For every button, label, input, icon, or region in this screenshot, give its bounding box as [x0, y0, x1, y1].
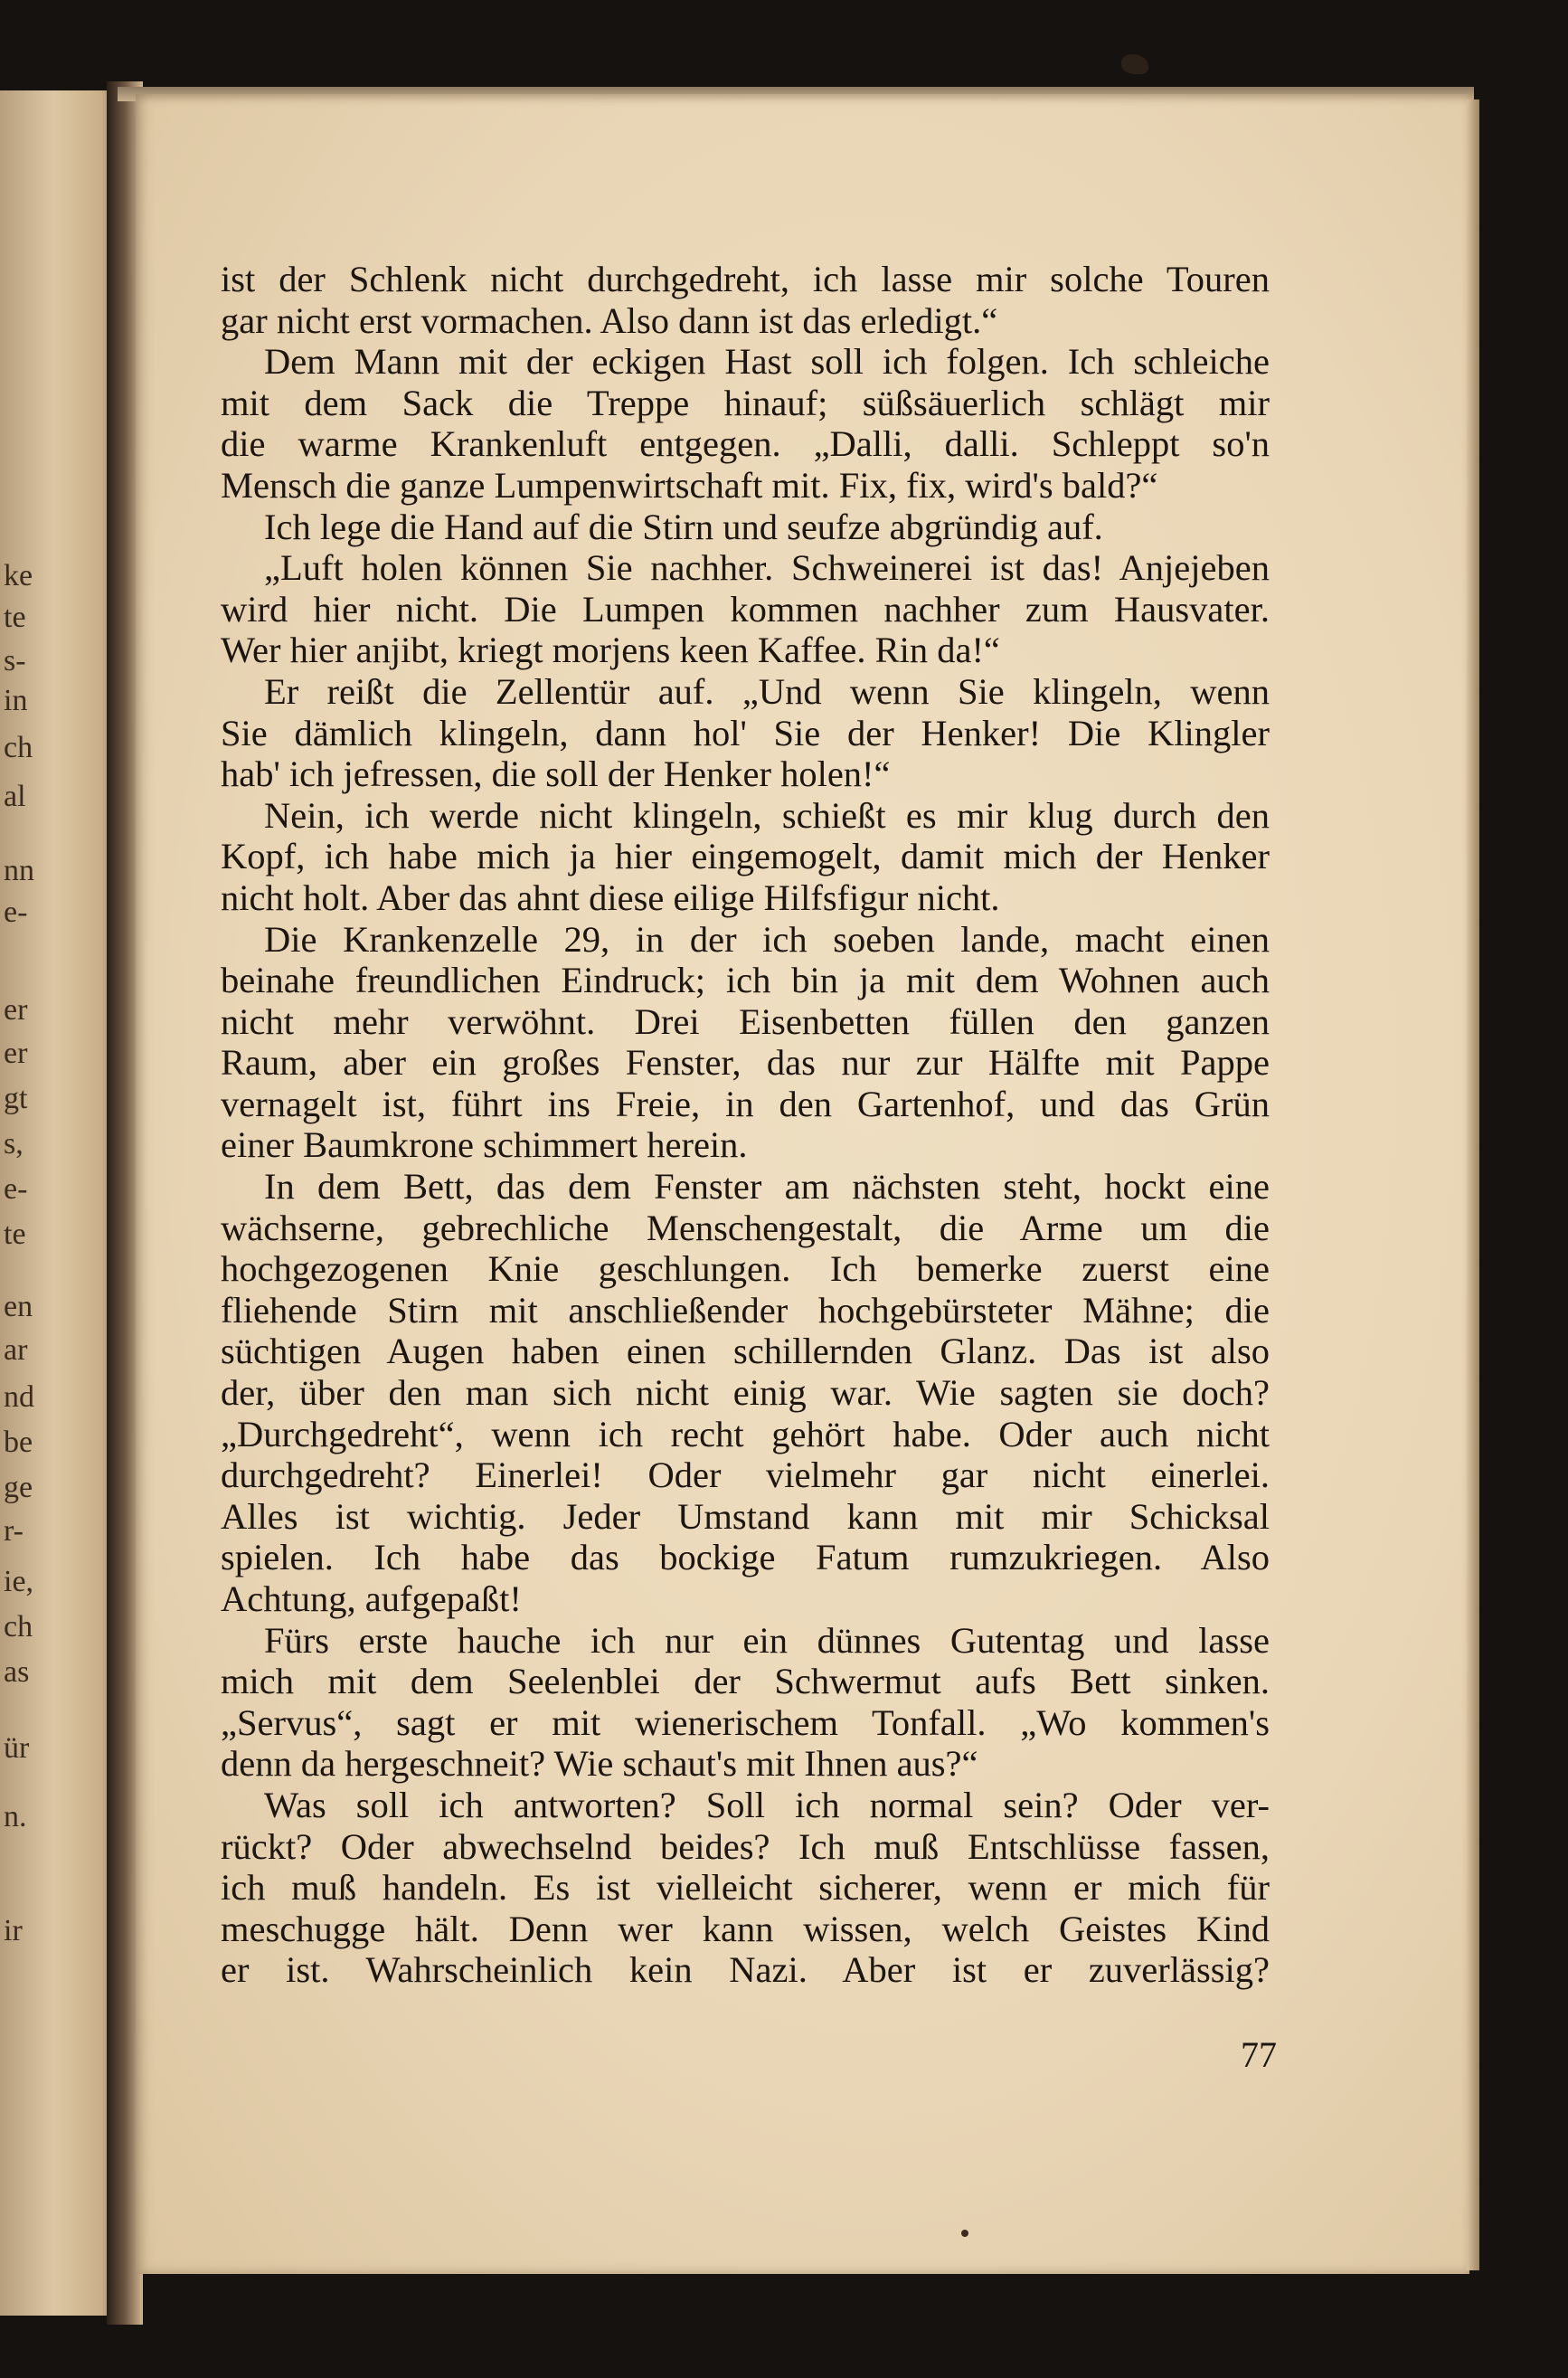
text-line: Die Krankenzelle 29, in der ich soeben lande, macht einen: [264, 918, 1270, 960]
text-line: Alles ist wichtig. Jeder Umstand kann mit mir Schicksal: [221, 1495, 1270, 1537]
text-line: süchtigen Augen haben einen schillernden Glanz. Das ist also: [221, 1331, 1270, 1372]
facing-page-text-fragment: e-: [4, 895, 28, 929]
text-line: rückt? Oder abwechselnd beides? Ich muß Entschlüsse fassen,: [221, 1825, 1270, 1867]
text-line: Nein, ich werde nicht klingeln, schießt es mir klug durch den: [264, 794, 1270, 836]
text-line: „Durchgedreht“, wenn ich recht gehört habe. Oder auch nicht: [221, 1413, 1270, 1454]
text-line: Sie dämlich klingeln, dann hol' Sie der Henker! Die Klingler: [221, 712, 1270, 753]
text-line: er ist. Wahrscheinlich kein Nazi. Aber ist er zuverlässig?: [221, 1949, 1270, 1991]
text-line: spielen. Ich habe das bockige Fatum rumzukriegen. Also: [221, 1537, 1270, 1578]
text-line: beinahe freundlichen Eindruck; ich bin ja mit dem Wohnen auch: [221, 960, 1270, 1001]
text-line: nicht mehr verwöhnt. Drei Eisenbetten füllen den ganzen: [221, 1000, 1270, 1042]
text-line: wächserne, gebrechliche Menschengestalt, die Arme um die: [221, 1207, 1270, 1248]
text-line: Er reißt die Zellentür auf. „Und wenn Sie klingeln, wenn: [264, 670, 1270, 712]
text-line: Fürs erste hauche ich nur ein dünnes Gutentag und lasse: [264, 1619, 1270, 1661]
facing-page-text-fragment: al: [4, 780, 26, 813]
page-number: 77: [1241, 2034, 1277, 2075]
text-line: fliehende Stirn mit anschließender hochgebürsteter Mähne; die: [221, 1289, 1270, 1331]
facing-page-text-fragment: te: [4, 1217, 26, 1251]
page-right-edge: [1467, 99, 1479, 2270]
facing-page-text-fragment: nd: [4, 1380, 34, 1414]
text-line: nicht holt. Aber das ahnt diese eilige Hilfsfigur nicht.: [221, 876, 1000, 918]
text-line: Kopf, ich habe mich ja hier eingemogelt, damit mich der Henker: [221, 836, 1270, 877]
text-line: Raum, aber ein großes Fenster, das nur zur Hälfte mit Pappe: [221, 1042, 1270, 1084]
text-line: vernagelt ist, führt ins Freie, in den Gartenhof, und das Grün: [221, 1083, 1270, 1124]
facing-page-text-fragment: r-: [4, 1514, 24, 1548]
text-line: wird hier nicht. Die Lumpen kommen nachher zum Hausvater.: [221, 588, 1270, 630]
text-line: durchgedreht? Einerlei! Oder vielmehr gar nicht einerlei.: [221, 1454, 1270, 1496]
text-line: die warme Krankenluft entgegen. „Dalli, dalli. Schleppt so'n: [221, 423, 1270, 465]
facing-page-text-fragment: er: [4, 993, 28, 1027]
facing-page-text-fragment: s,: [4, 1127, 24, 1161]
paper-speck: [1121, 54, 1148, 74]
facing-page-text-fragment: ar: [4, 1333, 28, 1367]
text-line: einer Baumkrone schimmert herein.: [221, 1124, 748, 1166]
facing-page-text-fragment: ir: [4, 1914, 23, 1947]
paper-speck: [961, 2230, 968, 2237]
text-line: Wer hier anjibt, kriegt morjens keen Kaffee. Rin da!“: [221, 630, 1000, 671]
text-line: meschugge hält. Denn wer kann wissen, welch Geistes Kind: [221, 1908, 1270, 1949]
facing-page-text-fragment: ch: [4, 1610, 33, 1644]
text-line: denn da hergeschneit? Wie schaut's mit Ihnen aus?“: [221, 1743, 978, 1785]
text-line: Mensch die ganze Lumpenwirtschaft mit. Fix, fix, wird's bald?“: [221, 464, 1158, 506]
text-line: gar nicht erst vormachen. Also dann ist das erledigt.“: [221, 299, 998, 341]
text-line: hochgezogenen Knie geschlungen. Ich bemerke zuerst eine: [221, 1248, 1270, 1290]
page-text-block: [221, 259, 1270, 1991]
facing-page-text-fragment: er: [4, 1037, 28, 1070]
text-line: hab' ich jefressen, die soll der Henker holen!“: [221, 753, 891, 795]
facing-page-text-fragment: ie,: [4, 1565, 34, 1598]
facing-page-text-fragment: be: [4, 1426, 33, 1459]
facing-page-text-fragment: en: [4, 1290, 33, 1323]
text-line: mich mit dem Seelenblei der Schwermut aufs Bett sinken.: [221, 1661, 1270, 1702]
text-line: „Servus“, sagt er mit wienerischem Tonfall. „Wo kommen's: [221, 1701, 1270, 1743]
text-line: In dem Bett, das dem Fenster am nächsten steht, hockt eine: [264, 1166, 1270, 1208]
text-line: der, über den man sich nicht einig war. Wie sagten sie doch?: [221, 1372, 1270, 1414]
text-line: „Luft holen können Sie nachher. Schweinerei ist das! Anjejeben: [264, 547, 1270, 589]
text-line: ich muß handeln. Es ist vielleicht sicherer, wenn er mich für: [221, 1867, 1270, 1909]
text-line: Dem Mann mit der eckigen Hast soll ich folgen. Ich schleiche: [264, 341, 1270, 383]
facing-page-text-fragment: n.: [4, 1800, 27, 1833]
text-line: mit dem Sack die Treppe hinauf; süßsäuerlich schlägt mir: [221, 382, 1270, 423]
facing-page-text-fragment: nn: [4, 854, 34, 887]
text-line: Achtung, aufgepaßt!: [221, 1578, 522, 1619]
facing-page-edge: [0, 90, 119, 2316]
facing-page-text-fragment: e-: [4, 1172, 28, 1206]
facing-page-text-fragment: s-: [4, 644, 26, 677]
text-line: ist der Schlenk nicht durchgedreht, ich lasse mir solche Touren: [221, 259, 1270, 299]
facing-page-text-fragment: gt: [4, 1082, 28, 1115]
facing-page-text-fragment: as: [4, 1655, 30, 1689]
facing-page-text-fragment: ür: [4, 1731, 30, 1765]
facing-page-text-fragment: in: [4, 684, 28, 717]
facing-page-text-fragment: ke: [4, 559, 33, 592]
facing-page-text-fragment: te: [4, 601, 26, 634]
text-line: Was soll ich antworten? Soll ich normal sein? Oder ver-: [264, 1784, 1270, 1825]
facing-page-text-fragment: ch: [4, 731, 33, 764]
facing-page-text-fragment: ge: [4, 1471, 33, 1504]
text-line: Ich lege die Hand auf die Stirn und seufze abgründig auf.: [264, 506, 1103, 547]
